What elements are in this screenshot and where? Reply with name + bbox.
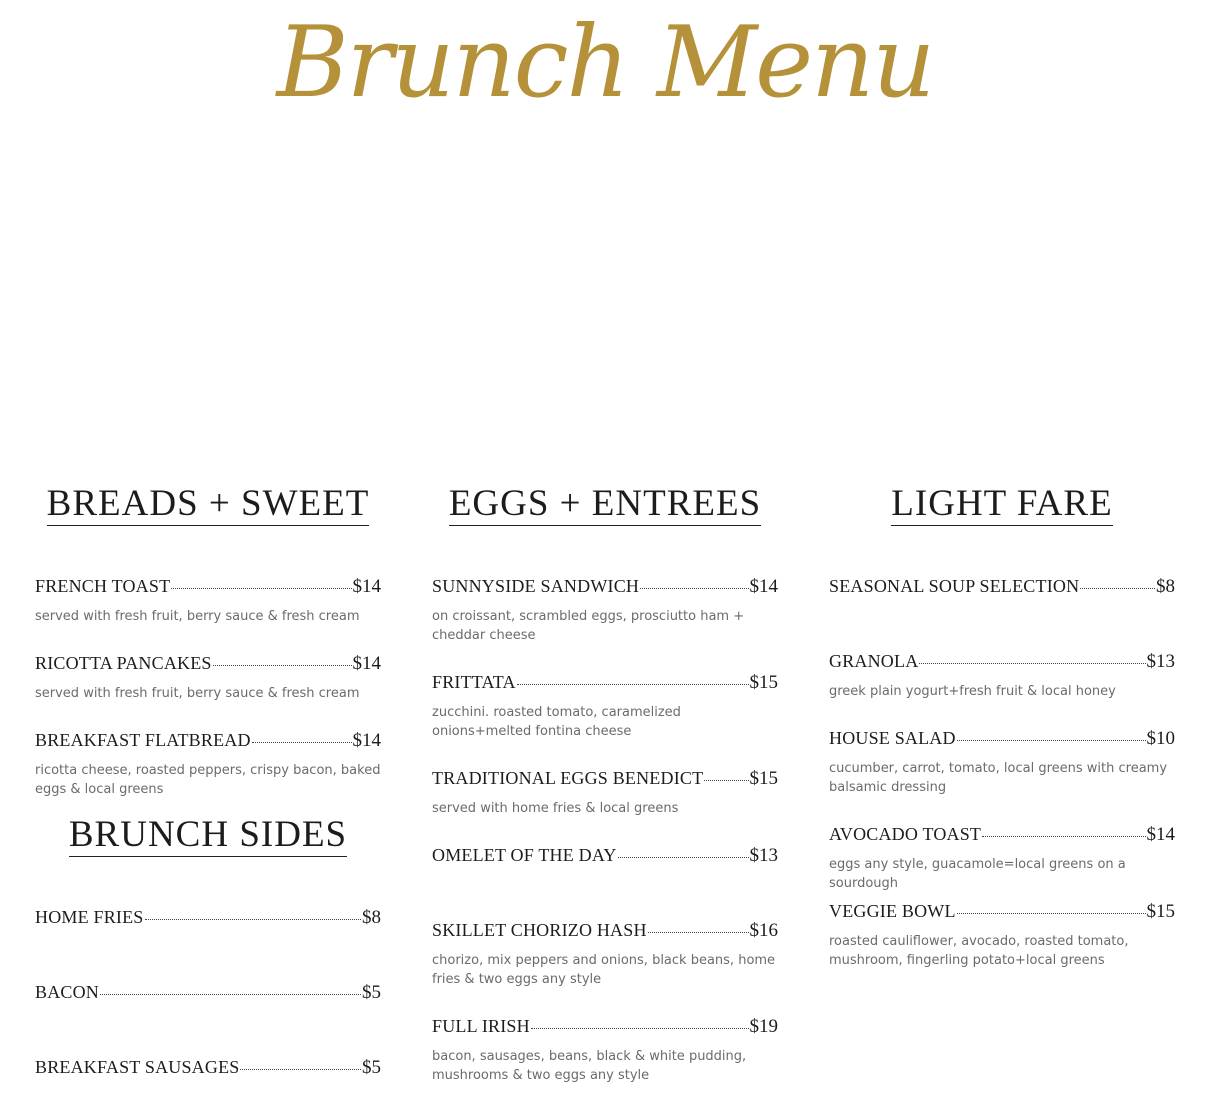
dot-leader: [957, 912, 1146, 914]
menu-item-seasonal-soup: [829, 576, 1175, 598]
item-description: on croissant, scrambled eggs, prosciutto ham + cheddar cheese: [432, 609, 745, 643]
item-price: $14: [352, 576, 381, 597]
item-description: served with home fries & local greens: [432, 801, 679, 816]
item-price: $14: [352, 653, 381, 674]
item-name: SEASONAL SOUP SELECTION: [829, 576, 1080, 596]
menu-item-avocado-toast: [829, 824, 1175, 893]
menu-item-home-fries: [35, 907, 381, 929]
item-description: ricotta cheese, roasted peppers, crispy bacon, baked eggs & local greens: [35, 763, 381, 797]
column-breads: [35, 484, 381, 1118]
item-name: BREAKFAST FLATBREAD: [35, 730, 251, 750]
item-name: HOME FRIES: [35, 907, 144, 927]
menu-item-eggs-benedict: [432, 768, 778, 818]
item-name: BREAKFAST SAUSAGES: [35, 1057, 240, 1077]
dot-leader: [100, 993, 361, 995]
section-heading-breads: BREADS + SWEET: [46, 483, 370, 524]
item-price: $13: [749, 845, 778, 866]
item-price: $13: [1146, 651, 1175, 672]
dot-leader: [704, 779, 748, 781]
menu-item-breakfast-flatbread: [35, 730, 381, 799]
section-heading-eggs: EGGS + ENTREES: [448, 483, 762, 524]
menu-item-veggie-bowl: [829, 901, 1175, 970]
item-price: $15: [1146, 901, 1175, 922]
column-eggs: [432, 484, 778, 1118]
item-name: BACON: [35, 982, 100, 1002]
item-name: VEGGIE BOWL: [829, 901, 956, 921]
menu-item-sunnyside-sandwich: [432, 576, 778, 645]
item-name: FULL IRISH: [432, 1016, 530, 1036]
dot-leader: [648, 931, 749, 933]
menu-item-frittata: [432, 672, 778, 741]
item-price: $14: [749, 576, 778, 597]
item-name: FRENCH TOAST: [35, 576, 171, 596]
item-price: $8: [1156, 576, 1175, 597]
dot-leader: [517, 683, 749, 685]
column-light: [829, 484, 1175, 1118]
dot-leader: [957, 739, 1146, 741]
item-name: AVOCADO TOAST: [829, 824, 982, 844]
item-description: zucchini. roasted tomato, caramelized onions+melted fontina cheese: [432, 705, 681, 739]
dot-leader: [252, 741, 352, 743]
item-price: $14: [352, 730, 381, 751]
menu-item-omelet: [432, 845, 778, 867]
item-price: $14: [1146, 824, 1175, 845]
item-description: eggs any style, guacamole=local greens on a sourdough: [829, 857, 1126, 891]
menu-item-bacon: [35, 982, 381, 1004]
item-description: bacon, sausages, beans, black & white pudding, mushrooms & two eggs any style: [432, 1049, 747, 1083]
dot-leader: [145, 918, 361, 920]
sides-heading-wrap: [35, 815, 381, 857]
dot-leader: [618, 856, 749, 858]
menu-item-french-toast: [35, 576, 381, 626]
menu-item-breakfast-sausages: [35, 1057, 381, 1079]
item-description: roasted cauliflower, avocado, roasted tomato, mushroom, fingerling potato+local greens: [829, 934, 1129, 968]
dot-leader: [919, 662, 1145, 664]
item-name: GRANOLA: [829, 651, 919, 671]
item-price: $19: [749, 1016, 778, 1037]
dot-leader: [1080, 587, 1155, 589]
item-name: RICOTTA PANCAKES: [35, 653, 212, 673]
item-price: $5: [362, 982, 381, 1003]
menu-item-full-irish: [432, 1016, 778, 1085]
item-description: cucumber, carrot, tomato, local greens with creamy balsamic dressing: [829, 761, 1168, 795]
item-name: TRADITIONAL EGGS BENEDICT: [432, 768, 704, 788]
item-description: greek plain yogurt+fresh fruit & local honey: [829, 684, 1116, 699]
section-heading-light: LIGHT FARE: [891, 483, 1113, 524]
dot-leader: [982, 835, 1145, 837]
dot-leader: [531, 1027, 749, 1029]
dot-leader: [213, 664, 352, 666]
item-name: OMELET OF THE DAY: [432, 845, 617, 865]
item-price: $8: [362, 907, 381, 928]
menu-item-house-salad: [829, 728, 1175, 797]
item-price: $15: [749, 672, 778, 693]
item-price: $16: [749, 920, 778, 941]
item-description: served with fresh fruit, berry sauce & fresh cream: [35, 686, 360, 701]
menu-item-ricotta-pancakes: [35, 653, 381, 703]
item-name: SKILLET CHORIZO HASH: [432, 920, 647, 940]
dot-leader: [171, 587, 351, 589]
item-description: served with fresh fruit, berry sauce & fresh cream: [35, 609, 360, 624]
menu-title: Brunch Menu: [276, 6, 934, 120]
menu-item-chorizo-hash: [432, 920, 778, 989]
item-name: FRITTATA: [432, 672, 516, 692]
item-price: $10: [1146, 728, 1175, 749]
item-name: HOUSE SALAD: [829, 728, 956, 748]
item-price: $5: [362, 1057, 381, 1078]
item-price: $15: [749, 768, 778, 789]
dot-leader: [240, 1068, 361, 1070]
section-heading-sides: BRUNCH SIDES: [68, 814, 348, 855]
item-name: SUNNYSIDE SANDWICH: [432, 576, 640, 596]
menu-item-granola: [829, 651, 1175, 701]
dot-leader: [640, 587, 748, 589]
item-description: chorizo, mix peppers and onions, black beans, home fries & two eggs any style: [432, 953, 776, 987]
